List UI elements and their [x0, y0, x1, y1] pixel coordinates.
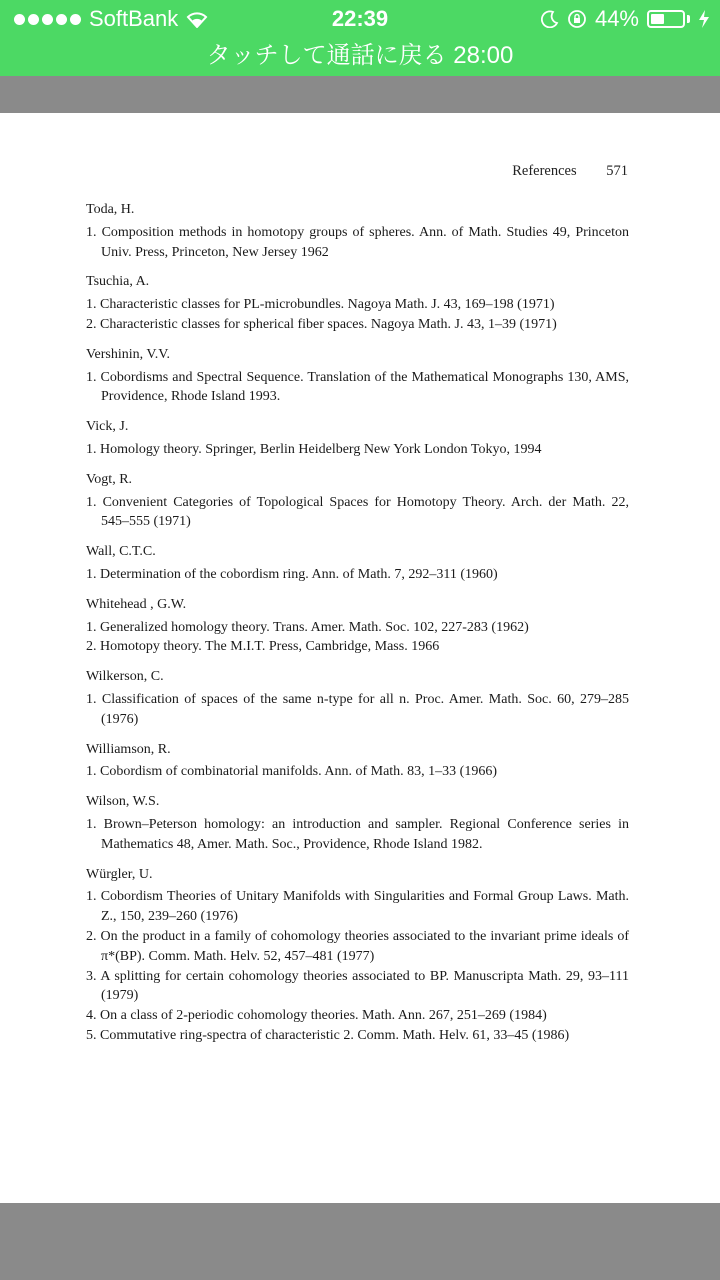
reference-item-text: 2. On the product in a family of cohomology theories associated to the invariant prime ideals of π*(BP). Comm. Math. Helv. 52, 457–481 (1977)	[86, 928, 629, 964]
reference-entry	[86, 667, 629, 729]
viewer-top-margin	[0, 76, 720, 113]
reference-author: Toda, H.	[86, 202, 135, 217]
charging-bolt-icon	[698, 9, 710, 29]
reference-item	[86, 440, 629, 460]
reference-author: Tsuchia, A.	[86, 274, 150, 290]
reference-item	[86, 295, 629, 315]
reference-item	[86, 815, 629, 855]
reference-item	[86, 637, 629, 657]
reference-item-text: 1. Generalized homology theory. Trans. Amer. Math. Soc. 102, 227-283 (1962)	[86, 619, 529, 635]
reference-entry	[86, 542, 629, 585]
reference-item	[86, 223, 629, 263]
rotation-lock-icon	[567, 9, 587, 29]
reference-item-text: 1. Cobordism of combinatorial manifolds. Ann. of Math. 83, 1–33 (1966)	[86, 764, 498, 780]
reference-item-text: 4. On a class of 2-periodic cohomology theories. Math. Ann. 267, 251–269 (1984)	[86, 1008, 547, 1024]
running-head	[512, 163, 628, 180]
reference-item	[86, 368, 629, 408]
reference-item	[86, 762, 629, 782]
battery-percent: 44%	[594, 6, 639, 31]
reference-item-text: 1. Brown–Peterson homology: an introduction and sampler. Regional Conference series in Mathematics 48, Amer. Math. Soc., Providence, Rhode Island 1982.	[86, 816, 629, 852]
reference-item	[86, 690, 629, 730]
reference-item-text: 1. Classification of spaces of the same n-type for all n. Proc. Amer. Math. Soc. 60, 279–285 (1976)	[86, 691, 629, 727]
battery-icon	[647, 10, 685, 28]
viewer-bottom-margin	[0, 1203, 720, 1280]
page-number: 571	[606, 163, 628, 179]
reference-item	[86, 618, 629, 638]
reference-author: Whitehead , G.W.	[86, 596, 187, 612]
reference-item-text: 2. Characteristic classes for spherical fiber spaces. Nagoya Math. J. 43, 1–39 (1971)	[86, 316, 557, 332]
reference-item	[86, 315, 629, 335]
reference-item-text: 3. A splitting for certain cohomology theories associated to BP. Manuscripta Math. 29, 93–111 (1979)	[86, 968, 629, 1004]
reference-author: Vogt, R.	[86, 471, 133, 487]
reference-entry	[86, 740, 629, 783]
reference-author: Williamson, R.	[86, 741, 171, 757]
reference-item	[86, 967, 629, 1007]
do-not-disturb-icon	[541, 10, 559, 28]
reference-entry	[86, 272, 629, 334]
reference-item-text: 1. Homology theory. Springer, Berlin Heidelberg New York London Tokyo, 1994	[86, 441, 542, 457]
reference-item-text: 1. Characteristic classes for PL-microbundles. Nagoya Math. J. 43, 169–198 (1971)	[86, 297, 555, 313]
reference-entry	[86, 417, 629, 460]
reference-author: Wilson, W.S.	[86, 794, 160, 810]
reference-item-text: 1. Determination of the cobordism ring. Ann. of Math. 7, 292–311 (1960)	[86, 566, 498, 582]
reference-entry	[86, 200, 629, 262]
return-to-call-banner[interactable]: タッチして通話に戻る 28:00	[206, 42, 514, 69]
carrier-name: SoftBank	[89, 6, 179, 31]
reference-author: Vershinin, V.V.	[86, 346, 171, 362]
reference-item-text: 5. Commutative ring-spectra of characteristic 2. Comm. Math. Helv. 61, 33–45 (1986)	[86, 1027, 570, 1043]
reference-item	[86, 1026, 629, 1046]
reference-author: Vick, J.	[86, 419, 129, 435]
reference-item-text: 1. Cobordism Theories of Unitary Manifolds with Singularities and Formal Group Laws. Math. Z., 150, 239–260 (1976)	[86, 889, 629, 925]
battery-tip	[687, 15, 690, 23]
reference-item-text: 1. Convenient Categories of Topological Spaces for Homotopy Theory. Arch. der Math. 22, 545–555 (1971)	[86, 494, 629, 530]
reference-entry	[86, 470, 629, 532]
reference-list	[86, 200, 629, 1056]
reference-item	[86, 493, 629, 533]
section-title: References	[512, 163, 577, 179]
reference-author: Würgler, U.	[86, 866, 153, 882]
reference-item	[86, 927, 629, 967]
reference-entry	[86, 345, 629, 407]
reference-item	[86, 565, 629, 585]
clock: 22:39	[331, 6, 389, 31]
document-page[interactable]	[0, 113, 720, 1203]
reference-author: Wall, C.T.C.	[86, 544, 156, 560]
reference-item	[86, 1006, 629, 1026]
reference-item-text: 1. Cobordisms and Spectral Sequence. Translation of the Mathematical Monographs 130, AMS, Providence, Rhode Island 1993.	[86, 369, 629, 405]
status-bar	[0, 0, 720, 76]
reference-item-text: 2. Homotopy theory. The M.I.T. Press, Cambridge, Mass. 1966	[86, 639, 440, 655]
reference-entry	[86, 792, 629, 854]
reference-entry	[86, 865, 629, 1046]
reference-item-text: 1. Composition methods in homotopy groups of spheres. Ann. of Math. Studies 49, Princeton Univ. Press, Princeton, New Jersey 1962	[86, 224, 629, 260]
reference-item	[86, 887, 629, 927]
reference-author: Wilkerson, C.	[86, 669, 164, 685]
reference-entry	[86, 595, 629, 657]
